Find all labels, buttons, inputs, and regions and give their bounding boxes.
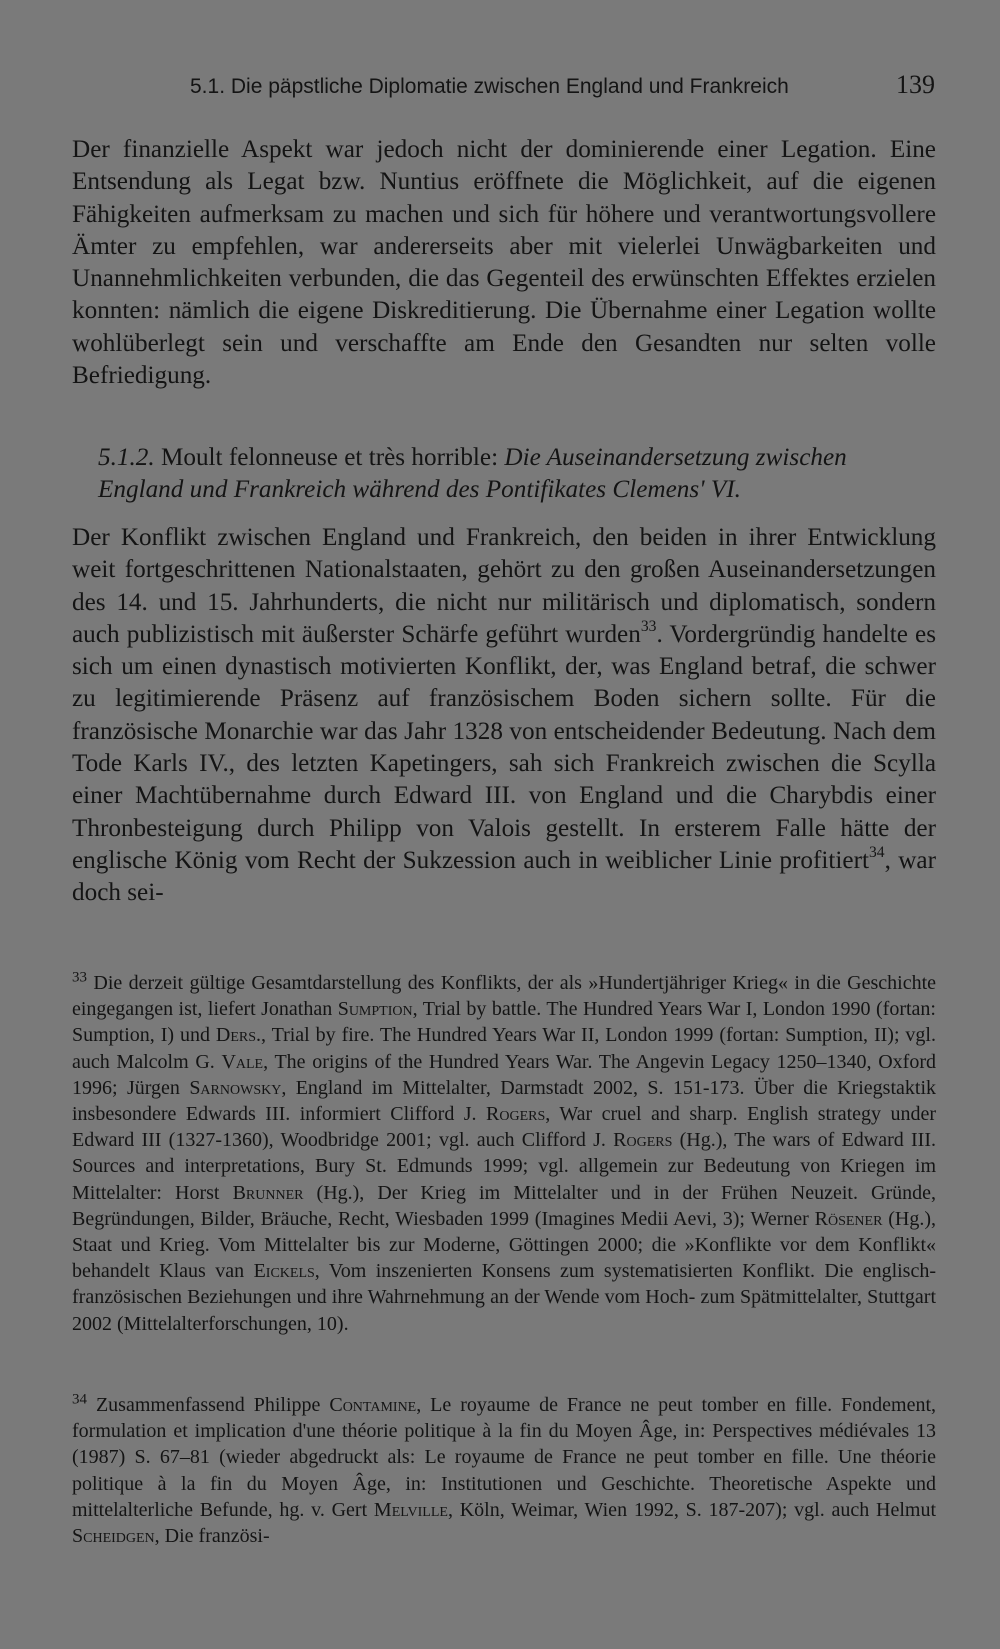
footnote-33: [72, 970, 936, 1337]
author-name: Brunner: [232, 1181, 304, 1204]
author-name: Rogers: [613, 1129, 673, 1152]
footnote-ref-34[interactable]: 34: [868, 844, 885, 862]
footnote-text: ., Trial by fire. The Hundred Years War II, London 1999 (fortan: Sumption, II); vgl. auch Malcolm G.: [72, 1024, 936, 1073]
author-name: Vale: [221, 1050, 264, 1073]
footnote-text: , War cruel and sharp. English strategy under Edward III (1327-1360), Woodbridge 2001; vgl. auch Clifford J.: [72, 1103, 936, 1152]
footnote-text: (Hg.), The wars of Edward III. Sources and interpretations, Bury St. Edmunds 1999; vgl. allgemein zur Bedeutung von Kriegen im Mittelalter: Horst: [72, 1129, 936, 1204]
author-name: Ders: [215, 1024, 257, 1047]
footnote-ref-33[interactable]: 33: [640, 617, 657, 635]
author-name: Contamine: [329, 1394, 417, 1416]
author-name: Scheidgen: [72, 1525, 155, 1548]
footnote-text: , England im Mittelalter, Darmstadt 2002, S. 151-173. Über die Kriegstaktik insbesondere Edwards III. informiert Clifford J.: [72, 1076, 936, 1126]
running-header: [190, 70, 935, 100]
footnote-text: , Vom inszenierten Konsens zum systematisierten Konflikt. Die englisch-französischen Beziehungen und ihre Wahrnehmung an der Wende vom Hoch- zum Spätmittelalter, Stuttgart 2002 (Mittelalterforschungen, 10).: [72, 1260, 936, 1335]
footnote-text: (Hg.), Der Krieg im Mittelalter und in der Frühen Neuzeit. Gründe, Begründungen, Bilder, Bräuche, Recht, Wiesbaden 1999 (Imagines Medii Aevi, 3); Werner: [72, 1181, 936, 1230]
paragraph-1: Der finanzielle Aspekt war jedoch nicht der dominierende einer Legation. Eine Entsendung als Legat bzw. Nuntius eröffnete die Möglichkeit, auf die eigenen Fähigkeiten aufmerksam zu machen und sich für höhere und verantwortungsvollere Ämter zu empfehlen, war andererseits aber mit vielerlei Unwägbarkeiten und Unannehmlichkeiten verbunden, die das Gegenteil des erwünschten Effektes erzielen konnten: nämlich die eigene Diskreditierung. Die Übernahme einer Legation wollte wohlüberlegt sein und verschaffte am Ende den Gesandten nur selten volle Befriedigung.: [72, 136, 936, 390]
paragraph-2-text: . Vordergründig handelte es sich um einen dynastisch motivierten Konflikt, der, was England betraf, die schwer zu legitimierende Präsenz auf französischem Boden sichern sollte. Für die französische Monarchie war das Jahr 1328 von entscheidender Bedeutung. Nach dem Tode Karls IV., des letzten Kapetingers, sah sich Frankreich zwischen die Scylla einer Machtübernahme durch Edward III. von England und die Charybdis einer Thronbesteigung durch Philipp von Valois gestellt. In ersterem Falle hätte der englische König vom Recht der Sukzession auch in weiblicher Linie profitiert: [72, 620, 936, 874]
author-name: Sumption: [337, 998, 413, 1021]
author-name: Eickels: [253, 1260, 315, 1283]
footnote-text: , Trial by battle. The Hundred Years War I, London 1990 (fortan: Sumption, I) und: [72, 998, 936, 1047]
footnote-text: (Hg.), Staat und Krieg. Vom Mittelalter bis zur Moderne, Göttingen 2000; die »Konflikte vor dem Konflikt« behandelt Klaus van: [72, 1207, 937, 1283]
footnote-text: , Köln, Weimar, Wien 1992, S. 187-207); vgl. auch Helmut: [447, 1498, 937, 1521]
author-name: Rösener: [814, 1207, 883, 1230]
section-title: 5.1. Die päpstliche Diplomatie zwischen England und Frankreich: [190, 75, 789, 98]
page-number: 139: [896, 70, 935, 99]
paragraph-2-text: Der Konflikt zwischen England und Frankreich, den beiden in ihrer Entwicklung weit fortgeschrittenen Nationalstaaten, gehört zu den großen Auseinandersetzungen des 14. und 15. Jahrhunderts, die nicht nur militärisch und diplomatisch, sondern auch publizistisch mit äußerster Schärfe geführt wurden: [72, 524, 936, 648]
footnote-34: [72, 1392, 936, 1549]
footnote-number: 33: [72, 969, 87, 986]
heading-number: 5.1.2.: [98, 444, 155, 471]
footnote-text: , The origins of the Hundred Years War. The Angevin Legacy 1250–1340, Oxford 1996; Jürgen: [72, 1050, 936, 1099]
heading-title-italic: Die Auseinandersetzung zwischen England und Frankreich während des Pontifikates Clemens' VI.: [98, 444, 847, 504]
heading-title-plain: Moult felonneuse et très horrible:: [160, 444, 499, 471]
section-heading: [98, 442, 898, 507]
footnote-text: , Die französi-: [154, 1525, 270, 1548]
footnote-text: Die derzeit gültige Gesamtdarstellung des Konflikts, der als »Hundertjähriger Krieg« in die Geschichte eingegangen ist, liefert Jonathan: [72, 972, 937, 1021]
footnote-number: 34: [72, 1391, 87, 1408]
author-name: Melville: [373, 1498, 448, 1521]
author-name: Rogers: [486, 1103, 546, 1126]
paragraph-2: [72, 522, 936, 910]
footnote-text: , Le royaume de France ne peut tomber en fille. Fondement, formulation et implication d'une théorie politique à la fin du Moyen Âge, in: Perspectives médiévales 13 (1987) S. 67–81 (wieder abgedruckt als: Le royaume de France ne peut tomber en fille. Une théorie politique à la fin du Moyen Âge, in: Institutionen und Geschichte. Theoretische Aspekte und mittelalterliche Befunde, hg. v. Gert: [72, 1394, 937, 1521]
footnote-text: Zusammenfassend Philippe: [95, 1394, 330, 1416]
paragraph-2-text: , war doch sei-: [72, 846, 936, 907]
author-name: Sarnowsky: [189, 1076, 282, 1099]
